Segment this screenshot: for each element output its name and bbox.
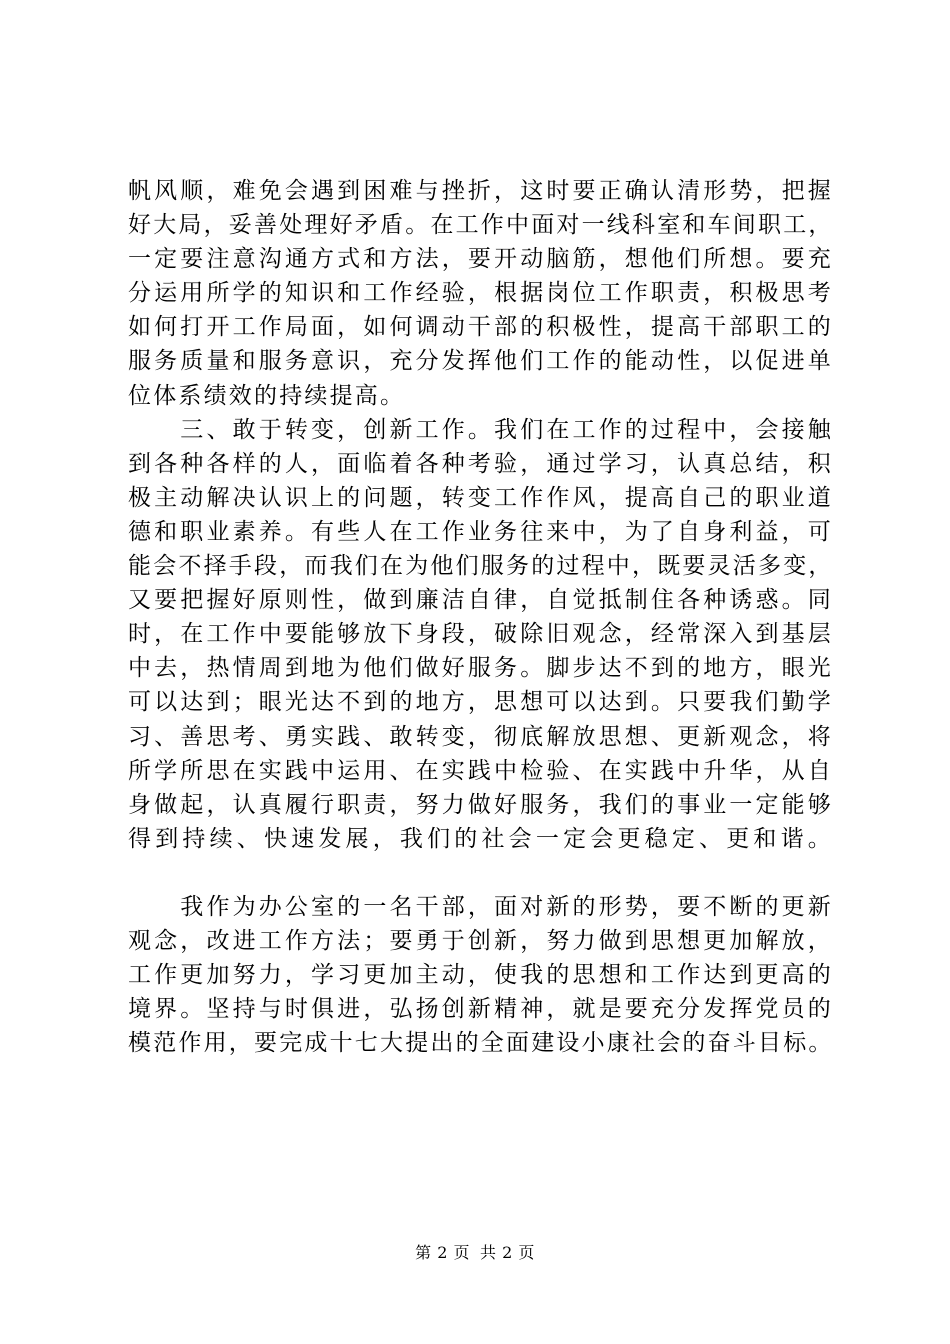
text-line: 位体系绩效的持续提高。: [128, 382, 406, 409]
paragraph-continuation: [128, 174, 833, 413]
text-line: 模范作用，要完成十七大提出的全面建设小康社会的奋斗目标。: [128, 1030, 834, 1057]
text-line: 三、敢于转变，创新工作。我们在工作的过程中，会接触: [128, 416, 833, 443]
text-line: 境界。坚持与时俱进，弘扬创新精神，就是要充分发挥党员的: [128, 996, 833, 1023]
text-line: 如何打开工作局面，如何调动干部的积极性，提高干部职工的: [128, 314, 833, 341]
text-line: 可以达到；眼光达不到的地方，思想可以达到。只要我们勤学: [128, 689, 833, 716]
text-line: 帆风顺，难免会遇到困难与挫折，这时要正确认清形势，把握: [128, 178, 833, 204]
page-number: 第 2 页: [415, 1243, 470, 1262]
text-line: [128, 856, 833, 890]
text-line: 得到持续、快速发展，我们的社会一定会更稳定、更和谐。: [128, 825, 833, 852]
text-line: 到各种各样的人，面临着各种考验，通过学习，认真总结，积: [128, 450, 833, 477]
page-total: 共 2 页: [480, 1243, 535, 1262]
text-line: 时，在工作中要能够放下身段，破除旧观念，经常深入到基层: [128, 621, 833, 648]
text-line: 德和职业素养。有些人在工作业务往来中，为了自身利益，可: [128, 518, 833, 545]
paragraph-section-three: [128, 413, 833, 890]
text-line: 服务质量和服务意识，充分发挥他们工作的能动性，以促进单: [128, 348, 833, 375]
text-line: 极主动解决认识上的问题，转变工作作风，提高自己的职业道: [128, 484, 833, 511]
text-line: 工作更加努力，学习更加主动，使我的思想和工作达到更高的: [128, 962, 833, 989]
text-line: 能会不择手段，而我们在为他们服务的过程中，既要灵活多变，: [128, 553, 834, 580]
text-line: 观念，改进工作方法；要勇于创新，努力做到思想更加解放，: [128, 928, 833, 955]
text-line: 我作为办公室的一名干部，面对新的形势，要不断的更新: [128, 893, 833, 920]
text-line: 分运用所学的知识和工作经验，根据岗位工作职责，积极思考: [128, 280, 833, 307]
page-footer: [0, 1243, 950, 1263]
document-body: [128, 174, 833, 1060]
text-line: 好大局，妥善处理好矛盾。在工作中面对一线科室和车间职工，: [128, 212, 834, 239]
text-line: 一定要注意沟通方式和方法，要开动脑筋，想他们所想。要充: [128, 246, 833, 273]
text-line: 身做起，认真履行职责，努力做好服务，我们的事业一定能够: [128, 791, 833, 818]
text-line: 又要把握好原则性，做到廉洁自律，自觉抵制住各种诱惑。同: [128, 587, 833, 614]
paragraph-conclusion: [128, 890, 833, 1060]
text-line: 习、善思考、勇实践、敢转变，彻底解放思想、更新观念，将: [128, 723, 833, 750]
text-line: 所学所思在实践中运用、在实践中检验、在实践中升华，从自: [128, 757, 833, 784]
text-line: 中去，热情周到地为他们做好服务。脚步达不到的地方，眼光: [128, 655, 833, 682]
